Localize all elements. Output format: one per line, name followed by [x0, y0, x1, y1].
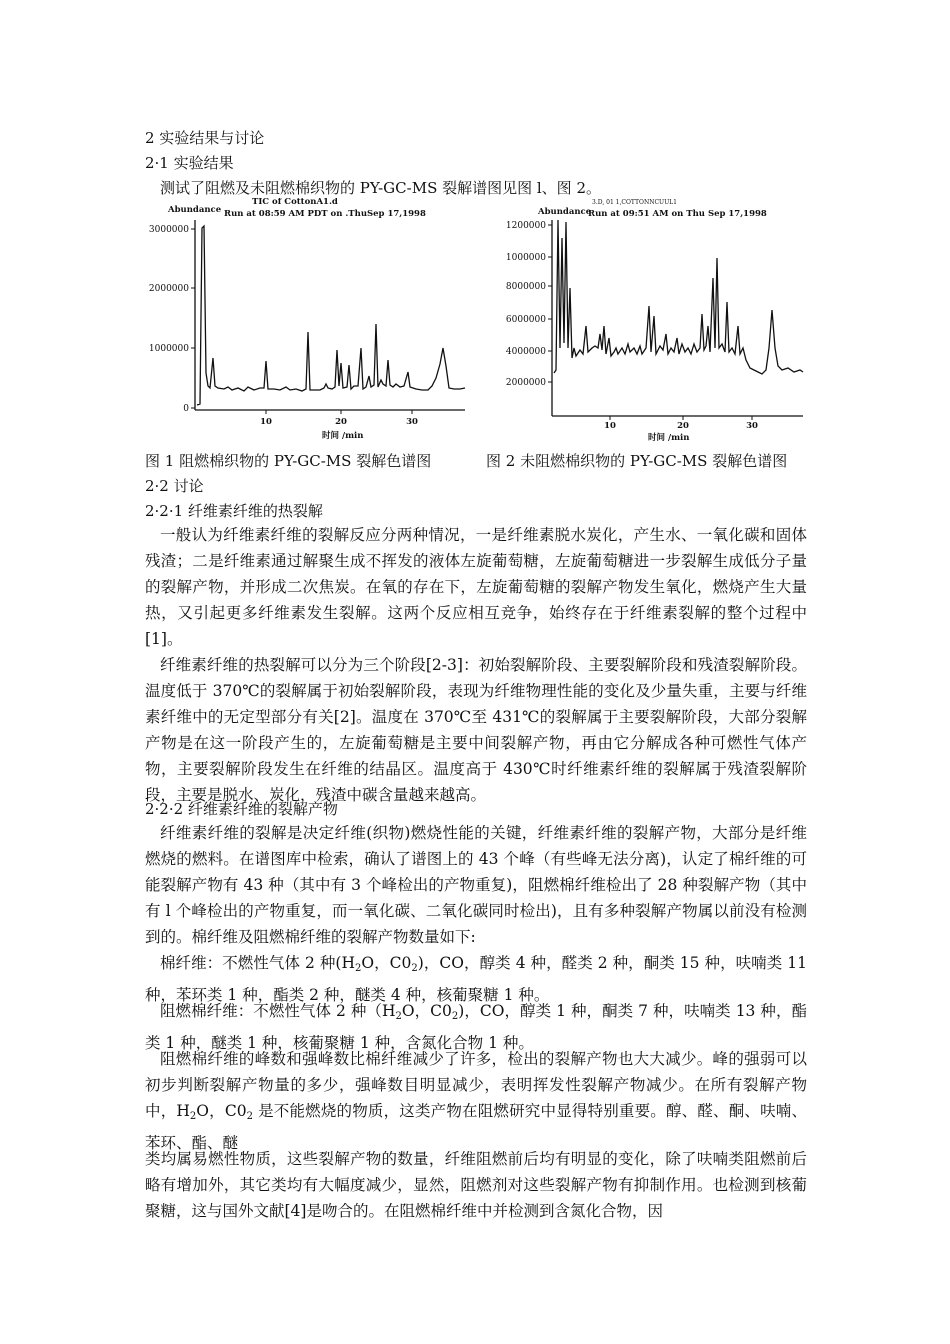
- paragraph-pyrolysis-mechanism: 一般认为纤维素纤维的裂解反应分两种情况，一是纤维素脱水炭化，产生水、一氧化碳和固体残渣；二是纤维素通过解聚生成不挥发的液体左旋葡萄糖，左旋葡萄糖进一步裂解生成低分子量的裂解产物，并形成二次焦炭。在氧的存在下，左旋葡萄糖的裂解产物发生氧化，燃烧产生大量热，又引起更多纤维素发生裂解。这两个反应相互竞争，始终存在于纤维素裂解的整个过程中[1]。: [145, 526, 807, 648]
- fig2-ytick: 4000000: [505, 347, 546, 357]
- fig2-xtick: 30: [746, 421, 758, 431]
- fig2-title-line1: 3.D, 01 1,COTTONNCUUL1: [592, 199, 677, 206]
- fig1-ytick: 2000000: [148, 284, 189, 294]
- fig1-title-line2: Run at 08:59 AM PDT on .ThuSep 17,1998: [224, 209, 426, 219]
- p5-part3: )，CO，醇类 1 种，酮类 7 种，呋喃类 13 种，酯类 1 种，醚类 1 种，核葡聚糖 1 种，含氮化合物 1 种。: [145, 1002, 807, 1052]
- paragraph-pyrolysis-stages: 纤维素纤维的热裂解可以分为三个阶段[2-3]：初始裂解阶段、主要裂解阶段和残渣裂解阶段。温度低于 370℃的裂解属于初始裂解阶段，表现为纤维物理性能的变化及少量失重，主要与纤维素纤维中的无定型部分有关[2]。温度在 370℃至 431℃的裂解属于主要裂解阶段，大部分裂解产物是在这一阶段产生的，左旋葡萄糖是主要中间裂解产物，再由它分解成各种可燃性气体产物，主要裂解阶段发生在纤维的结晶区。温度高于 430℃时纤维素纤维的裂解属于残渣裂解阶段，主要是脱水、炭化，残渣中碳含量越来越高。: [145, 656, 807, 804]
- fig2-title-line2: Run at 09:51 AM on Thu Sep 17,1998: [588, 209, 767, 219]
- fig1-ytick: 0: [183, 404, 189, 414]
- fig2-ytick: 1000000: [505, 253, 546, 263]
- fig2-xtick: 20: [677, 421, 689, 431]
- subscript-2: 2: [451, 1011, 459, 1022]
- subscript-2: 2: [189, 1111, 197, 1122]
- fig1-xtick: 30: [406, 417, 418, 427]
- fig1-ytick: 1000000: [148, 344, 189, 354]
- section-heading-2: 2 实验结果与讨论: [145, 129, 265, 147]
- fig1-x-label: 时间 /min: [322, 431, 364, 441]
- figure-2-chromatogram: [488, 198, 818, 443]
- figure-1-chromatogram: [140, 198, 470, 443]
- section-heading-2-2: 2·2 讨论: [145, 477, 204, 495]
- paragraph-flammable-products: 类均属易燃性物质，这些裂解产物的数量，纤维阻燃前后均有明显的变化，除了呋喃类阻燃前后略有增加外，其它类均有大幅度减少，显然，阻燃剂对这些裂解产物有抑制作用。也检测到核葡聚糖，这与国外文献[4]是吻合的。在阻燃棉纤维中并检测到含氮化合物，因: [145, 1150, 807, 1220]
- fig1-trace: [197, 226, 465, 405]
- figure-1-caption: 图 1 阻燃棉织物的 PY-GC-MS 裂解色谱图: [145, 452, 432, 470]
- paragraph-peak-comparison: [145, 1046, 807, 1156]
- fig2-ytick: 1200000: [505, 221, 546, 231]
- fig1-xtick: 20: [335, 417, 347, 427]
- fig2-xtick: 10: [604, 421, 616, 431]
- p4-part2: O，C0: [361, 954, 412, 972]
- fig2-trace: [554, 220, 803, 374]
- fig2-x-label: 时间 /min: [648, 433, 690, 443]
- fig1-xtick: 10: [260, 417, 272, 427]
- fig2-abundance-label: Abundance: [538, 207, 592, 217]
- intro-sentence: 测试了阻燃及未阻燃棉织物的 PY-GC-MS 裂解谱图见图 l、图 2。: [160, 179, 601, 197]
- p6-part2: O，C0: [196, 1102, 247, 1120]
- fig1-ytick: 3000000: [148, 225, 189, 235]
- subscript-2: 2: [395, 1011, 402, 1022]
- subscript-2: 2: [246, 1111, 253, 1122]
- p5-part2: O，C0: [401, 1002, 452, 1020]
- p4-part3: )，CO，醇类 4 种，醛类 2 种，酮类 15 种，呋喃类 11 种，苯环类 1 种，酯类 2 种，醚类 4 种，核葡聚糖 1 种。: [145, 954, 808, 1004]
- subscript-2: 2: [411, 963, 418, 974]
- fig2-ytick: 2000000: [505, 378, 546, 388]
- section-heading-2-1: 2·1 实验结果: [145, 154, 234, 172]
- figure-2-caption: 图 2 未阻燃棉织物的 PY-GC-MS 裂解色谱图: [486, 452, 788, 470]
- subscript-2: 2: [354, 963, 362, 974]
- fig1-abundance-label: Abundance: [168, 205, 222, 215]
- section-heading-2-2-2: 2·2·2 纤维素纤维的裂解产物: [145, 800, 338, 818]
- p4-part1: 棉纤维：不燃性气体 2 种(H: [160, 954, 355, 972]
- section-heading-2-2-1: 2·2·1 纤维素纤维的热裂解: [145, 502, 323, 520]
- p5-part1: 阻燃棉纤维：不燃性气体 2 种（H: [160, 1002, 396, 1020]
- fig2-ytick: 6000000: [505, 315, 546, 325]
- p6-part1: 阻燃棉纤维的峰数和强峰数比棉纤维减少了许多，检出的裂解产物也大大减少。峰的强弱可以初步判断裂解产物量的多少，强峰数目明显减少，表明挥发性裂解产物减少。在所有裂解产物中，H: [145, 1050, 807, 1120]
- fig1-title-line1: TIC of CottonA1.d: [252, 198, 338, 207]
- paragraph-pyrolysis-products: 纤维素纤维的裂解是决定纤维(织物)燃烧性能的关键，纤维素纤维的裂解产物，大部分是纤维燃烧的燃料。在谱图库中检索，确认了谱图上的 43 个峰（有些峰无法分离)，认定了棉纤维的可能裂解产物有 43 种（其中有 3 个峰检出的产物重复)，阻燃棉纤维检出了 28 种裂解产物（其中有 l 个峰检出的产物重复，而一氧化碳、二氧化碳同时检出)，且有多种裂解产物属以前没有检测到的。棉纤维及阻燃棉纤维的裂解产物数量如下:: [145, 824, 807, 946]
- p6-part3: 是不能燃烧的物质，这类产物在阻燃研究中显得特别重要。醇、醛、酮、呋喃、苯环、酯、醚: [145, 1102, 807, 1152]
- fig2-ytick: 8000000: [505, 282, 546, 292]
